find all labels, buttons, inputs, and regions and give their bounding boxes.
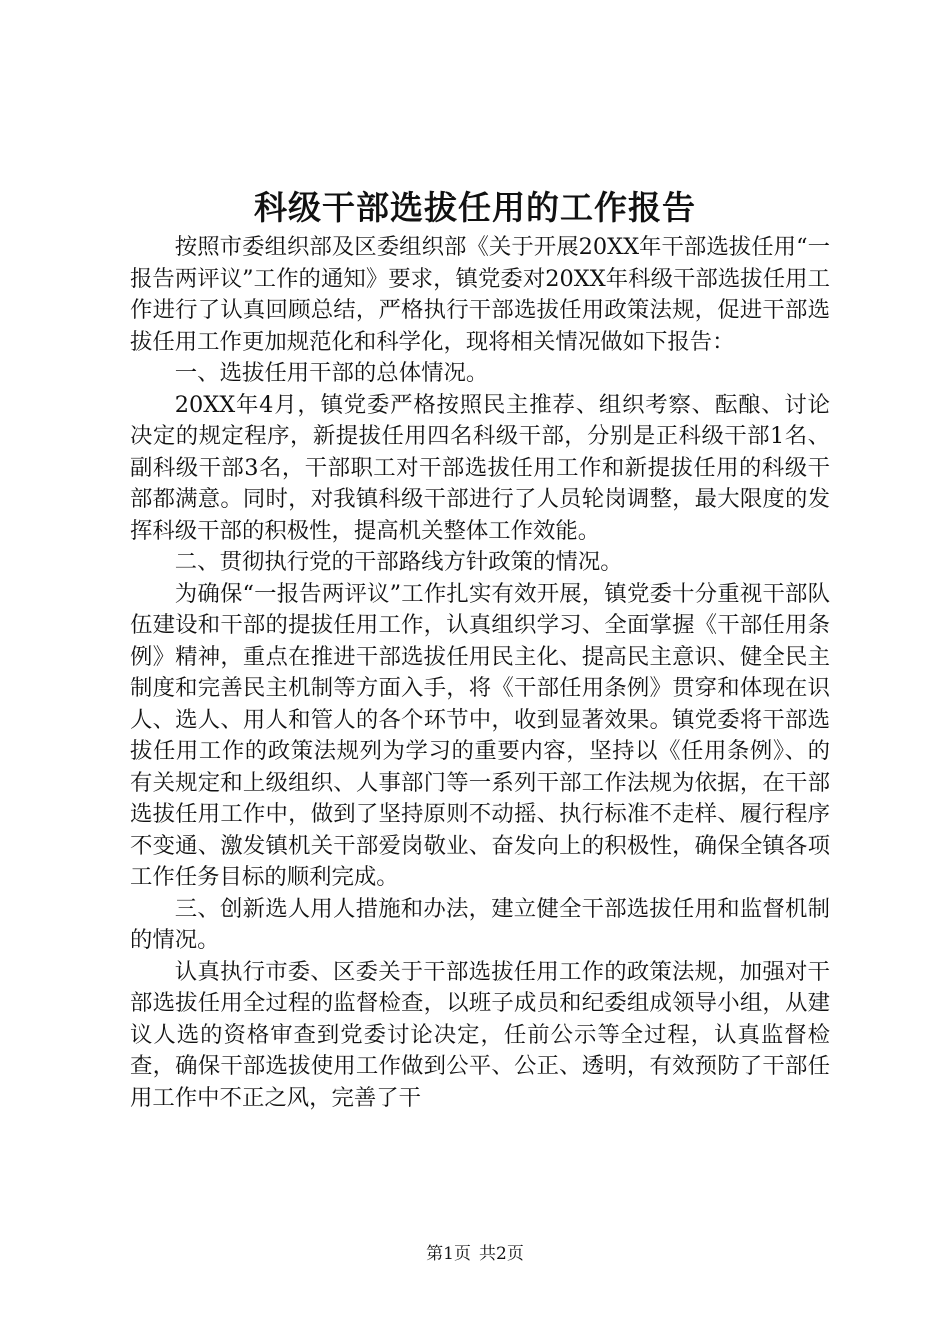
- section-heading-3: 三、创新选人用人措施和办法，建立健全干部选拔任用和监督机制的情况。: [130, 895, 830, 953]
- intro-paragraph: 按照市委组织部及区委组织部《关于开展20XX年干部选拔任用“一报告两评议”工作的通知》要求，镇党委对20XX年科级干部选拔任用工作进行了认真回顾总结，严格执行干部选拔任用政策法规，促进干部选拔任用工作更加规范化和科学化，现将相关情况做如下报告：: [130, 234, 830, 355]
- section-paragraph-2: 为确保“一报告两评议”工作扎实有效开展，镇党委十分重视干部队伍建设和干部的提拔任用工作，认真组织学习、全面掌握《干部任用条例》精神，重点在推进干部选拔任用民主化、提高民主意识、健全民主制度和完善民主机制等方面入手，将《干部任用条例》贯穿和体现在识人、选人、用人和管人的各个环节中，收到显著效果。镇党委将干部选拔任用工作的政策法规列为学习的重要内容，坚持以《任用条例》、的有关规定和上级组织、人事部门等一系列干部工作法规为依据，在干部选拔任用工作中，做到了坚持原则不动摇、执行标准不走样、履行程序不变通、激发镇机关干部爱岗敬业、奋发向上的积极性，确保全镇各项工作任务目标的顺利完成。: [130, 580, 830, 890]
- document-body: [130, 232, 830, 1114]
- page-total: 共2页: [479, 1244, 524, 1264]
- page-footer: [0, 1242, 950, 1266]
- page-number: 第1页: [426, 1244, 471, 1264]
- section-paragraph-1: 20XX年4月，镇党委严格按照民主推荐、组织考察、酝酿、讨论决定的规定程序，新提拔任用四名科级干部，分别是正科级干部1名、副科级干部3名，干部职工对干部选拔任用工作和新提拔任用的科级干部都满意。同时，对我镇科级干部进行了人员轮岗调整，最大限度的发挥科级干部的积极性，提高机关整体工作效能。: [130, 391, 830, 544]
- document-title: 科级干部选拔任用的工作报告: [254, 188, 696, 227]
- section-paragraph-3: 认真执行市委、区委关于干部选拔任用工作的政策法规，加强对干部选拔任用全过程的监督检查，以班子成员和纪委组成领导小组，从建议人选的资格审查到党委讨论决定，任前公示等全过程，认真监督检查，确保干部选拔使用工作做到公平、公正、透明，有效预防了干部任用工作中不正之风，完善了干: [130, 958, 830, 1111]
- section-heading-2: 二、贯彻执行党的干部路线方针政策的情况。: [174, 549, 623, 575]
- section-heading-1: 一、选拔任用干部的总体情况。: [174, 360, 489, 386]
